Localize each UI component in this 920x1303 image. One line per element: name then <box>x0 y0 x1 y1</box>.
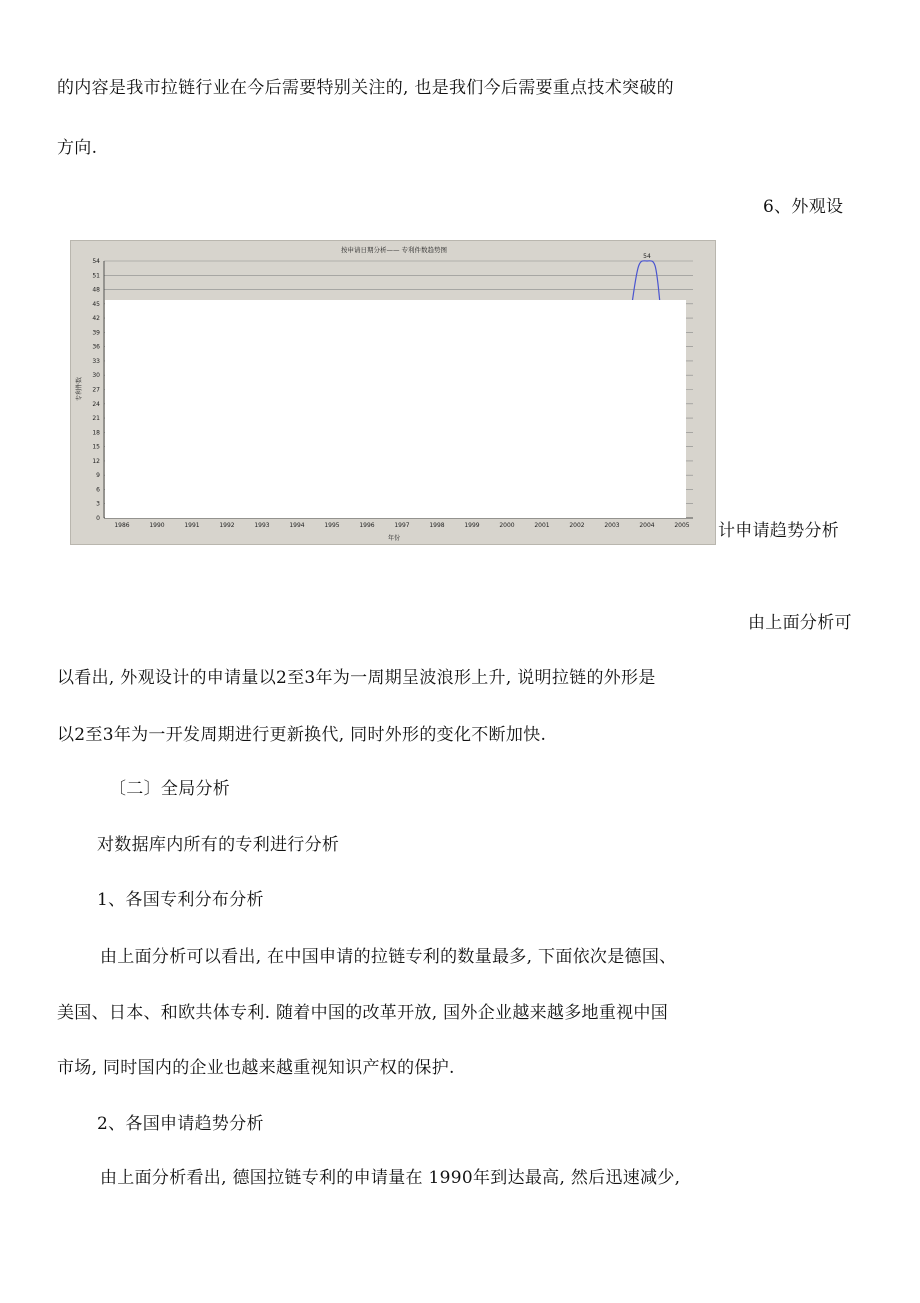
section-heading-2: 〔二〕全局分析 <box>109 779 231 799</box>
subsection-heading-2: 2、各国申请趋势分析 <box>97 1114 264 1134</box>
y-tick-label-42: 42 <box>92 315 100 323</box>
x-tick-label-1994: 1994 <box>289 522 305 529</box>
y-tick-label-30: 30 <box>92 372 100 380</box>
x-tick-label-2000: 2000 <box>499 522 515 529</box>
x-tick-label-1993: 1993 <box>254 522 270 529</box>
x-tick-label-1991: 1991 <box>184 522 200 529</box>
section-heading-6-continued: 计申请趋势分析 <box>718 521 840 541</box>
y-tick-label-15: 15 <box>92 443 100 451</box>
y-tick-label-33: 33 <box>92 357 100 365</box>
y-tick-label-51: 51 <box>92 272 100 280</box>
trend-chart-svg <box>71 241 717 546</box>
y-tick-label-45: 45 <box>92 300 100 308</box>
paragraph-line-6: 对数据库内所有的专利进行分析 <box>97 835 340 855</box>
x-tick-label-1986: 1986 <box>114 522 130 529</box>
x-tick-label-2005: 2005 <box>674 522 690 529</box>
x-axis-label: 年份 <box>387 535 401 542</box>
x-tick-label-1995: 1995 <box>324 522 340 529</box>
paragraph-line-2: 方向. <box>57 138 98 158</box>
paragraph-line-7: 由上面分析可以看出, 在中国申请的拉链专利的数量最多, 下面依次是德国、 <box>100 947 677 967</box>
y-tick-label-36: 36 <box>92 343 100 351</box>
x-tick-label-1992: 1992 <box>219 522 235 529</box>
paragraph-line-9: 市场, 同时国内的企业也越来越重视知识产权的保护. <box>57 1058 455 1078</box>
y-tick-label-9: 9 <box>96 472 100 480</box>
paragraph-line-3: 由上面分析可 <box>748 613 852 633</box>
y-tick-label-12: 12 <box>92 457 100 465</box>
chart-title: 按申请日期分析—— 专利件数趋势图 <box>340 246 448 254</box>
x-tick-label-1997: 1997 <box>394 522 410 529</box>
subsection-heading-1: 1、各国专利分布分析 <box>97 890 264 910</box>
x-tick-label-2002: 2002 <box>569 522 585 529</box>
y-axis-label: 专利件数 <box>76 376 83 402</box>
paragraph-line-1: 的内容是我市拉链行业在今后需要特别关注的, 也是我们今后需要重点技术突破的 <box>57 78 674 98</box>
y-tick-label-39: 39 <box>92 329 100 337</box>
y-tick-label-21: 21 <box>92 415 100 423</box>
x-tick-label-1990: 1990 <box>149 522 165 529</box>
y-tick-label-27: 27 <box>92 386 100 394</box>
paragraph-line-4: 以看出, 外观设计的申请量以2至3年为一周期呈波浪形上升, 说明拉链的外形是 <box>57 668 656 688</box>
x-tick-label-2004: 2004 <box>639 522 655 529</box>
paragraph-line-8: 美国、日本、和欧共体专利. 随着中国的改革开放, 国外企业越来越多地重视中国 <box>57 1003 669 1023</box>
paragraph-line-5: 以2至3年为一开发周期进行更新换代, 同时外形的变化不断加快. <box>57 725 547 745</box>
y-tick-label-24: 24 <box>92 400 100 408</box>
x-tick-label-2001: 2001 <box>534 522 550 529</box>
x-tick-label-1999: 1999 <box>464 522 480 529</box>
y-tick-label-48: 48 <box>92 286 100 294</box>
x-tick-label-2003: 2003 <box>604 522 620 529</box>
x-tick-label-1996: 1996 <box>359 522 375 529</box>
trend-chart <box>70 240 716 545</box>
paragraph-line-10: 由上面分析看出, 德国拉链专利的申请量在 1990年到达最高, 然后迅速减少, <box>100 1168 681 1188</box>
y-tick-label-18: 18 <box>92 429 100 437</box>
y-tick-label-3: 3 <box>96 500 100 508</box>
data-label-2004: 54 <box>643 253 651 260</box>
blank-overlay <box>105 300 686 518</box>
x-tick-label-1998: 1998 <box>429 522 445 529</box>
y-tick-label-6: 6 <box>96 486 100 494</box>
section-heading-6: 6、外观设 <box>763 197 844 217</box>
y-tick-label-0: 0 <box>96 515 100 522</box>
y-tick-label-54: 54 <box>92 258 100 265</box>
